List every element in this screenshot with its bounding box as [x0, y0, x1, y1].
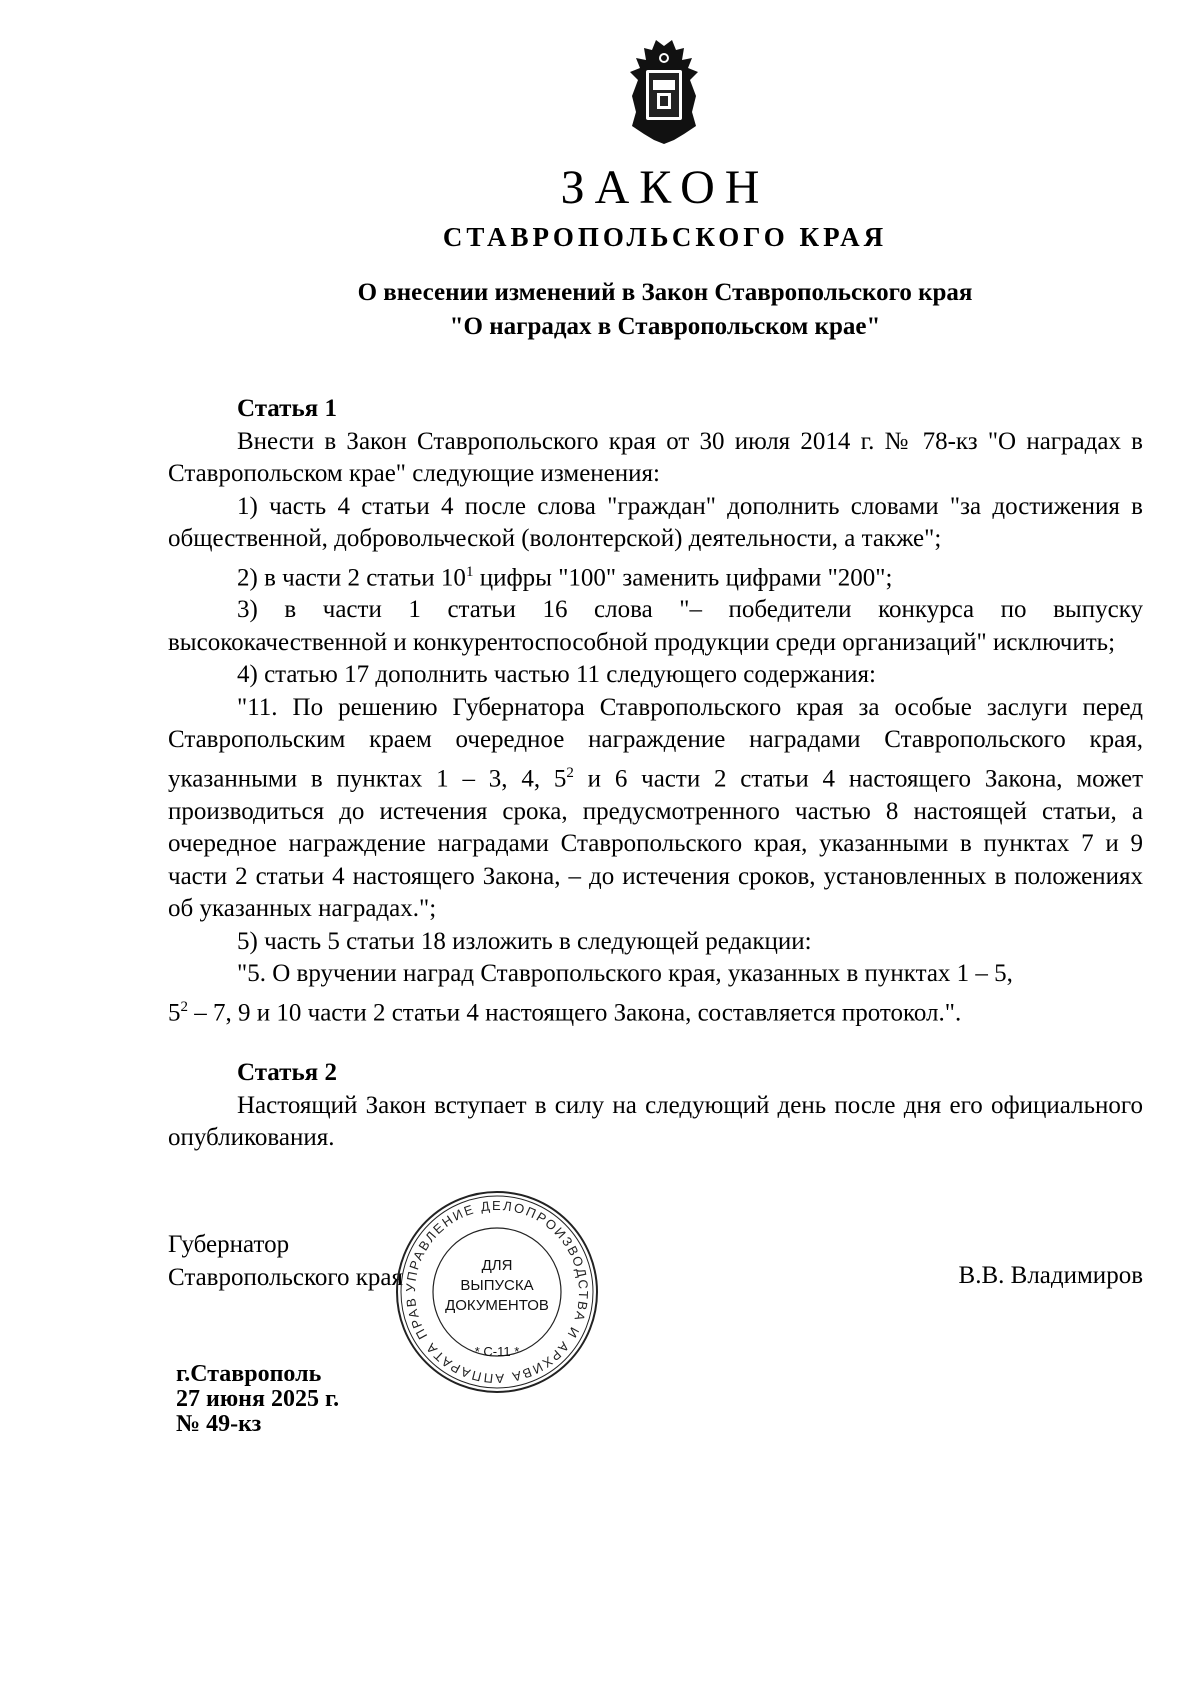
stamp-ring-text: УПРАВЛЕНИЕ ДЕЛОПРОИЗВОДСТВА И АРХИВА АППАРАТА ПРАВ — [402, 1197, 592, 1387]
footer-date: 27 июня 2025 г. — [176, 1386, 340, 1412]
article-1-item-4: 4) статью 17 дополнить частью 11 следующего содержания: — [237, 661, 877, 689]
quote-1-text-a: "11. По решению Губернатора Ставропольского края за особые заслуги перед Ставропольским краем очередное награждение наградами Ставропольского края, указанными в пунктах 1 – 3, 4, 5 — [168, 693, 1143, 793]
document-subtitle: СТАВРОПОЛЬСКОГО КРАЯ — [442, 222, 888, 252]
stamp-center-line-3: ДОКУМЕНТОВ — [445, 1297, 549, 1314]
signatory-position — [168, 1228, 403, 1294]
coat-of-arms-emblem — [622, 36, 706, 144]
heading-line-1: О внесении изменений в Закон Ставропольского края — [357, 279, 973, 306]
spacer — [168, 1029, 1143, 1057]
stamp-center — [393, 1256, 601, 1362]
article-2-text: Настоящий Закон вступает в силу на следующий день после дня его официального опубликования. — [168, 1091, 1143, 1152]
article-1-item-2 — [168, 556, 1143, 595]
stamp-center-line-2: ВЫПУСКА — [460, 1277, 534, 1294]
stamp-center-line-1: ДЛЯ — [481, 1257, 513, 1274]
official-stamp — [393, 1186, 601, 1398]
signatory-name: В.В. Владимиров — [958, 1262, 1143, 1289]
article-2-title: Статья 2 — [237, 1059, 337, 1087]
stamp-code: * С-11 * — [474, 1344, 520, 1359]
article-1-item-3: 3) в части 1 статьи 16 слова "– победители конкурса по выпуску высококачественной и конкурентоспособной продукции среди организаций" исключить; — [168, 596, 1143, 656]
signatory-position-line-2: Ставропольского края — [168, 1264, 403, 1291]
item-2-text-b: цифры "100" заменить цифрами "200"; — [473, 563, 893, 591]
quote-1-superscript: 2 — [566, 764, 574, 781]
document-heading — [0, 276, 1200, 344]
item-2-text-a: 2) в части 2 статьи 10 — [237, 563, 466, 591]
signatory-position-line-1: Губернатор — [168, 1231, 290, 1258]
heading-line-2: "О наградах в Ставропольском крае" — [449, 313, 881, 340]
article-1-item-1: 1) часть 4 статьи 4 после слова "граждан" дополнить словами "за достижения в общественной, добровольческой (волонтерской) деятельности, а также"; — [168, 492, 1143, 552]
item-2-superscript: 1 — [465, 563, 474, 580]
article-1-quote-2-line-1: "5. О вручении наград Ставропольского края, указанных в пунктах 1 – 5, — [237, 960, 1013, 988]
article-1-item-5: 5) часть 5 статьи 18 изложить в следующей редакции: — [237, 927, 812, 955]
quote-2-text-a: 5 — [168, 998, 181, 1026]
quote-1-text-b: и 6 части 2 статьи 4 настоящего Закона, может производиться до истечения срока, предусмотренного частью 8 настоящей статьи, а очередное награждение наградами Ставропольского края, указанными в пунктах 7 и 9 части 2 статьи 4 настоящего Закона, – до истечения сроков, установленных в положениях об указанных наградах."; — [168, 765, 1143, 923]
footer-number: № 49-кз — [176, 1411, 262, 1437]
article-1-intro: Внести в Закон Ставропольского края от 30 июля 2014 г. № 78-кз "О наградах в Ставропольском крае" следующие изменения: — [168, 427, 1143, 487]
document-body — [168, 393, 1143, 1155]
article-1-title: Статья 1 — [237, 395, 337, 422]
document-footer — [176, 1362, 339, 1437]
article-1-quote-2-line-2 — [168, 991, 1143, 1030]
quote-2-superscript: 2 — [180, 998, 188, 1015]
article-1-quote-1 — [168, 692, 1143, 926]
footer-city: г.Ставрополь — [176, 1361, 322, 1387]
document-title: ЗАКОН — [560, 161, 770, 214]
quote-2-text-b: – 7, 9 и 10 части 2 статьи 4 настоящего Закона, составляется протокол.". — [188, 998, 962, 1026]
